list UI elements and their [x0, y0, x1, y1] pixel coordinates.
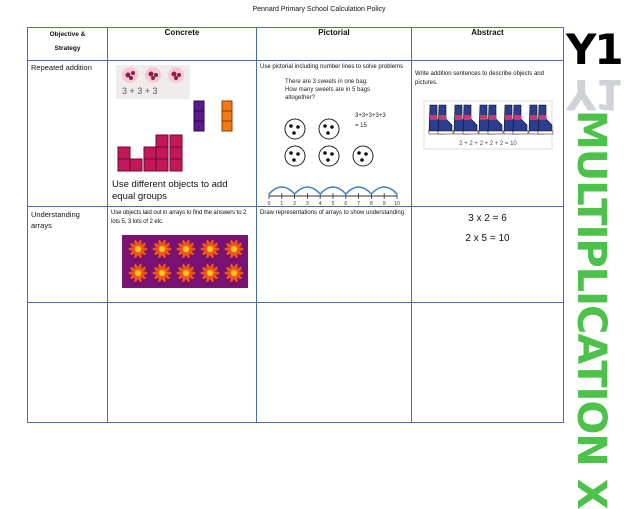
row-label-cell	[28, 61, 108, 207]
cube-tower-purple	[194, 101, 204, 131]
problem-line-2: How many sweets are in 5 bags	[285, 87, 371, 93]
objective-header-line1: Objective &	[49, 31, 86, 38]
concrete-cell	[108, 61, 257, 207]
sweets	[289, 124, 368, 162]
year-label-reflection: Y1	[566, 70, 622, 119]
abstract-equation-2: 2 x 5 = 10	[465, 233, 510, 244]
problem-line-3: altogether?	[285, 95, 316, 101]
calculation-policy-table	[27, 27, 564, 423]
row-empty	[28, 303, 564, 423]
number-line-label: 7	[357, 201, 360, 207]
abstract-cell	[412, 207, 564, 303]
side-banner	[566, 25, 622, 509]
abstract-instructions: Write addition sentences to describe objects and pictures.	[415, 71, 544, 86]
calc-line-1: 3+3+3+3+3	[355, 113, 386, 119]
row-label: Repeated addition	[31, 63, 92, 72]
row-label-cell	[28, 207, 108, 303]
number-line-label: 10	[394, 201, 400, 207]
number-line-label: 4	[318, 201, 322, 207]
objective-header-line2: Strategy	[54, 45, 81, 52]
row-understanding-arrays	[28, 207, 564, 303]
number-line-label: 1	[280, 201, 284, 207]
abstract-equation-1: 3 x 2 = 6	[468, 213, 507, 224]
problem-line-1: There are 3 sweets in one bag.	[285, 79, 368, 85]
counters-sum-text: 3 + 3 + 3	[122, 86, 158, 96]
empty-cell	[412, 303, 564, 423]
number-line-label: 9	[382, 201, 386, 207]
number-line-jump	[320, 187, 346, 194]
arrays-instructions: Use objects laid out in arrays to find the answers to 2 lots 5, 3 lots of 2 etc.	[111, 210, 247, 225]
arrays-pictorial-instructions: Draw representations of arrays to show understanding	[260, 210, 405, 216]
abstract-cell	[412, 61, 564, 207]
header-row	[28, 28, 564, 61]
flower-array-illustration	[108, 207, 257, 303]
calc-line-2: = 15	[355, 123, 367, 129]
sweets-problem-illustration	[257, 61, 412, 207]
concrete-cell	[108, 207, 257, 303]
number-line-jump	[346, 187, 372, 194]
pictorial-cell	[257, 207, 412, 303]
row-label: Understanding arrays	[31, 210, 80, 230]
year-label: Y1	[566, 25, 622, 74]
number-line-label: 5	[331, 201, 335, 207]
shoes-equation: 2 + 2 + 2 + 2 + 2 = 10	[459, 141, 517, 147]
row-label-cell	[28, 303, 108, 423]
pictorial-header: Pictorial	[257, 28, 412, 61]
pictorial-cell	[257, 61, 412, 207]
shoes-illustration	[412, 61, 564, 207]
concrete-caption: Use different objects to add equal groups	[112, 179, 228, 202]
empty-cell	[257, 303, 412, 423]
number-line-label: 6	[344, 201, 348, 207]
multilink-cubes	[118, 135, 182, 171]
cube-tower-orange	[222, 101, 232, 131]
number-line-label: 8	[370, 201, 373, 207]
pictorial-instructions: Use pictorial including number lines to solve problems	[260, 64, 404, 70]
concrete-header: Concrete	[108, 28, 257, 61]
empty-cell	[108, 303, 257, 423]
page-header: Pennard Primary School Calculation Policy	[252, 6, 386, 13]
number-line-label: 2	[293, 201, 296, 207]
number-line-label: 0	[267, 201, 271, 207]
number-line-jump	[295, 187, 321, 194]
number-line-jump	[371, 187, 397, 194]
objective-header	[28, 28, 108, 61]
row-repeated-addition	[28, 61, 564, 207]
number-line-jump	[269, 187, 295, 194]
number-line	[268, 187, 400, 207]
topic-title: MULTIPLICATION X	[568, 110, 614, 509]
abstract-header: Abstract	[412, 28, 564, 61]
number-line-label: 3	[306, 201, 309, 207]
